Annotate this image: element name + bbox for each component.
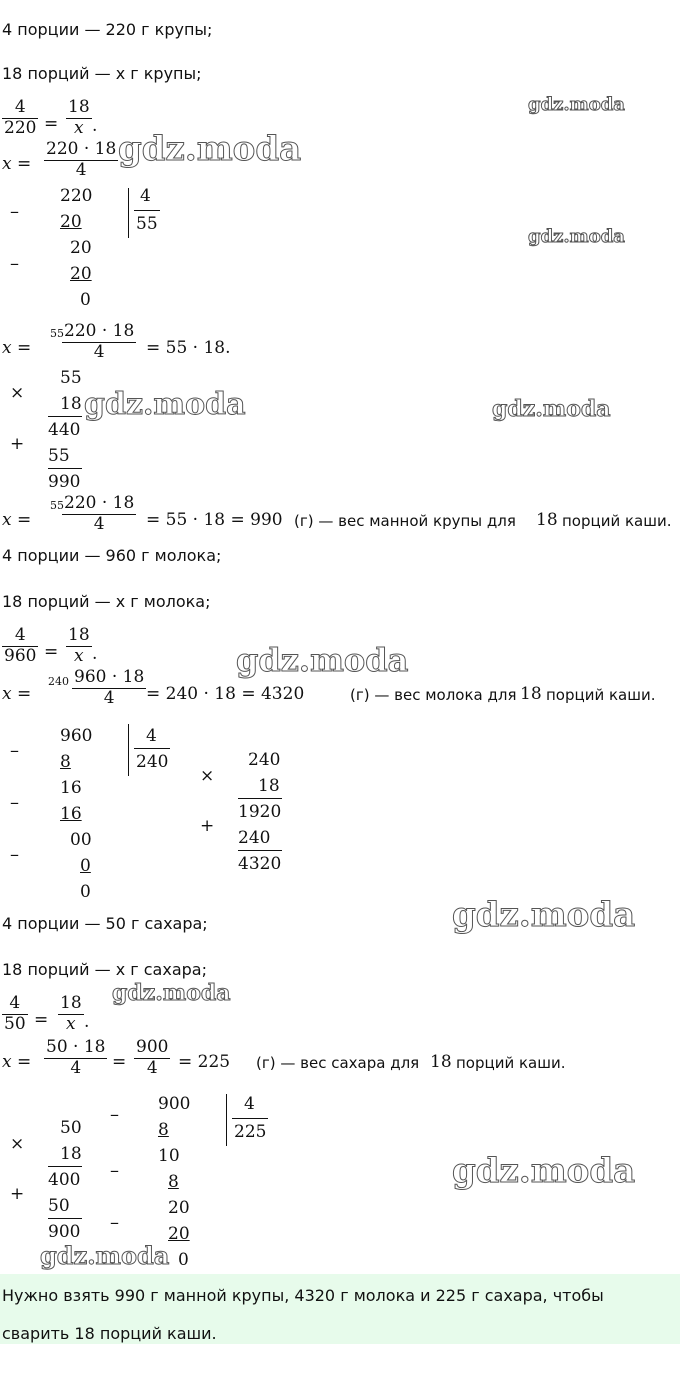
fraction: $\frac{4}{220}$	[4, 97, 37, 138]
fraction: $\frac{220 \cdot 18}{4}$	[64, 493, 135, 534]
watermark-logo: gdz.moda	[118, 129, 302, 169]
watermark-logo: gdz.moda	[84, 387, 246, 422]
fraction: $\frac{18}{x}$	[60, 993, 82, 1034]
fraction: $\frac{18}{x}$	[68, 97, 90, 138]
fraction: $\frac{960 \cdot 18}{4}$	[74, 667, 145, 708]
semolina-line-2: 18 порций — x г крупы;	[2, 64, 202, 83]
watermark-logo: gdz.moda	[452, 895, 636, 935]
milk-line-2: 18 порций — x г молока;	[2, 592, 211, 611]
fraction: $\frac{220 \cdot 18}{4}$	[64, 321, 135, 362]
sugar-line-2: 18 порций — x г сахара;	[2, 960, 207, 979]
answer-line-1: Нужно взять 990 г манной крупы, 4320 г молока и 225 г сахара, чтобы	[2, 1286, 604, 1305]
watermark-logo: gdz.moda	[452, 1151, 636, 1191]
fraction: $\frac{4}{960}$	[4, 625, 37, 666]
fraction: $\frac{4}{50}$	[4, 993, 26, 1034]
fraction: $\frac{18}{x}$	[68, 625, 90, 666]
semolina-line-1: 4 порции — 220 г крупы;	[2, 20, 213, 39]
milk-line-1: 4 порции — 960 г молока;	[2, 546, 222, 565]
fraction: $\frac{220 \cdot 18}{4}$	[46, 139, 117, 180]
watermark-logo: gdz.moda	[112, 980, 231, 1006]
sugar-line-1: 4 порции — 50 г сахара;	[2, 914, 208, 933]
watermark-logo: gdz.moda	[236, 641, 409, 679]
answer-line-2: сварить 18 порций каши.	[2, 1324, 217, 1343]
answer-block	[0, 1274, 680, 1344]
watermark-logo: gdz.moda	[528, 94, 625, 115]
watermark-logo: gdz.moda	[40, 1241, 170, 1270]
watermark-logo: gdz.moda	[492, 396, 611, 422]
fraction: $\frac{900}{4}$	[136, 1037, 169, 1078]
fraction: $\frac{50 \cdot 18}{4}$	[46, 1037, 106, 1078]
watermark-logo: gdz.moda	[528, 226, 625, 247]
